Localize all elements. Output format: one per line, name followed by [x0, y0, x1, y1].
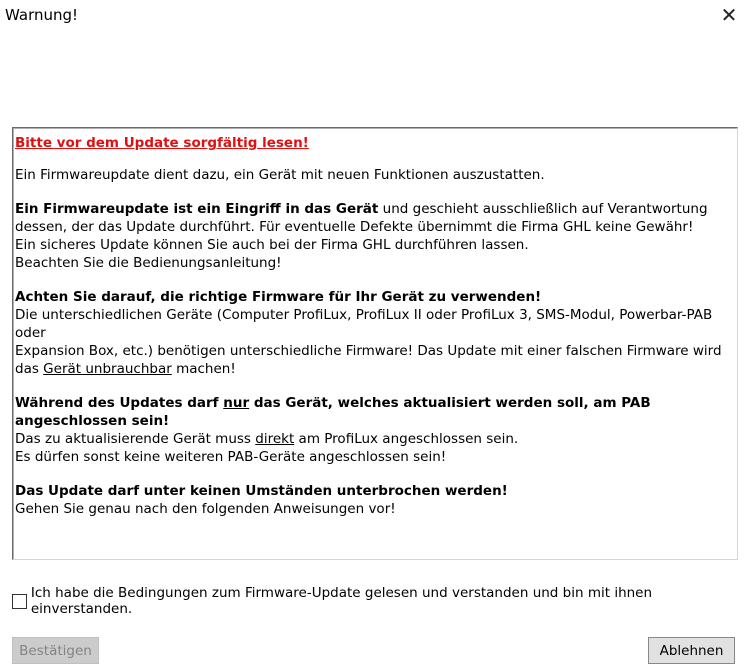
responsibility-line-3: Ein sicheres Update können Sie auch bei der Firma GHL durchführen lassen.	[15, 237, 529, 253]
pab-line-2-underlined: direkt	[255, 431, 295, 447]
paragraph-pab	[15, 394, 734, 466]
interrupt-bold: Das Update darf unter keinen Umständen unterbrochen werden!	[15, 483, 508, 499]
firmware-line-4-underlined: Gerät unbrauchbar	[43, 361, 172, 377]
consent-row[interactable]	[12, 585, 750, 617]
firmware-line-4-post: machen!	[171, 361, 236, 377]
decline-button[interactable]: Ablehnen	[648, 637, 735, 664]
responsibility-line-4: Beachten Sie die Bedienungsanleitung!	[15, 255, 282, 271]
interrupt-line-2: Gehen Sie genau nach den folgenden Anweisungen vor!	[15, 501, 396, 517]
firmware-line-3: Expansion Box, etc.) benötigen unterschiedliche Firmware! Das Update mit einer falschen Firmware wird	[15, 343, 722, 359]
pab-line-3: Es dürfen sonst keine weiteren PAB-Geräte angeschlossen sein!	[15, 449, 447, 465]
intro-text: Ein Firmwareupdate dient dazu, ein Gerät mit neuen Funktionen auszustatten.	[15, 167, 545, 183]
pab-bold-underlined: nur	[223, 395, 250, 411]
close-icon[interactable]: ✕	[720, 3, 738, 27]
paragraph-interrupt	[15, 482, 734, 518]
paragraph-firmware	[15, 288, 734, 378]
warning-heading: Bitte vor dem Update sorgfältig lesen!	[15, 135, 309, 151]
firmware-bold: Achten Sie darauf, die richtige Firmware für Ihr Gerät zu verwenden!	[15, 289, 542, 305]
window-title: Warnung!	[5, 6, 79, 24]
warning-text-area[interactable]	[12, 127, 738, 560]
firmware-line-4-pre: das	[15, 361, 44, 377]
responsibility-line-2: dessen, der das Update durchführt. Für eventuelle Defekte übernimmt die Firma GHL keine Gewähr!	[15, 219, 694, 235]
pab-bold-2: das Gerät, welches aktualisiert werden soll, am PAB angeschlossen sein!	[15, 395, 651, 429]
firmware-line-2: Die unterschiedlichen Geräte (Computer ProfiLux, ProfiLux II oder ProfiLux 3, SMS-Modul, Powerbar-PAB oder	[15, 307, 713, 341]
paragraph-responsibility	[15, 200, 734, 272]
pab-bold-1: Während des Updates darf	[15, 395, 224, 411]
confirm-button[interactable]: Bestätigen	[12, 637, 99, 664]
paragraph-intro	[15, 166, 734, 184]
pab-line-2-post: am ProfiLux angeschlossen sein.	[294, 431, 519, 447]
consent-label[interactable]: Ich habe die Bedingungen zum Firmware-Update gelesen und verstanden und bin mit ihnen einverstanden.	[30, 585, 653, 617]
responsibility-bold: Ein Firmwareupdate ist ein Eingriff in das Gerät	[15, 201, 379, 217]
consent-checkbox[interactable]	[12, 594, 27, 609]
pab-line-2-pre: Das zu aktualisierende Gerät muss	[15, 431, 256, 447]
responsibility-rest: und geschieht ausschließlich auf Verantwortung	[378, 201, 708, 217]
